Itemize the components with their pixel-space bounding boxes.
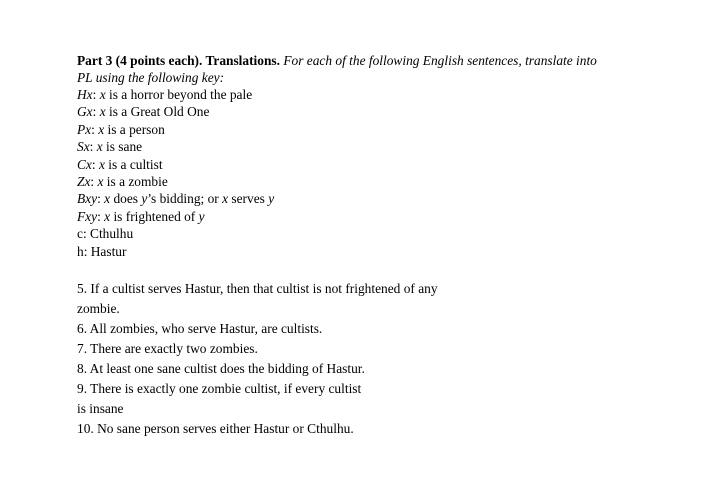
key-item-px: Px: x is a person: [77, 121, 165, 137]
question-6: 6. All zombies, who serve Hastur, are cultists.: [77, 320, 323, 336]
question-list: [77, 279, 677, 439]
question-5-line-2: zombie.: [77, 300, 120, 316]
instruction-text-2: PL using the following key:: [77, 70, 225, 85]
question-7: 7. There are exactly two zombies.: [77, 340, 258, 356]
translation-key: [77, 86, 677, 260]
question-8: 8. At least one sane cultist does the bidding of Hastur.: [77, 360, 365, 376]
question-9-line-1: 9. There is exactly one zombie cultist, if every cultist: [77, 380, 362, 396]
key-item-zx: Zx: x is a zombie: [77, 173, 168, 189]
key-item-cthulhu: c: Cthulhu: [77, 226, 134, 242]
document-page: [77, 52, 677, 439]
key-item-gx: Gx: x is a Great Old One: [77, 104, 210, 120]
question-5-line-1: 5. If a cultist serves Hastur, then that cultist is not frightened of any: [77, 280, 438, 296]
key-item-sx: Sx: x is sane: [77, 139, 143, 155]
key-item-hx: Hx: x is a horror beyond the pale: [77, 87, 253, 102]
part-title: Part 3 (4 points each). Translations.: [77, 53, 280, 68]
key-item-cx: Cx: x is a cultist: [77, 156, 163, 172]
part-header: [77, 52, 677, 86]
key-item-fxy: Fxy: x is frightened of y: [77, 208, 205, 224]
section-spacer: [77, 260, 677, 279]
key-item-bxy: Bxy: x does y’s bidding; or x serves y: [77, 191, 275, 207]
question-9-line-2: is insane: [77, 400, 124, 416]
question-10: 10. No sane person serves either Hastur or Cthulhu.: [77, 420, 354, 436]
instruction-text-1: For each of the following English sentences, translate into: [279, 53, 597, 68]
key-item-hastur: h: Hastur: [77, 243, 127, 259]
